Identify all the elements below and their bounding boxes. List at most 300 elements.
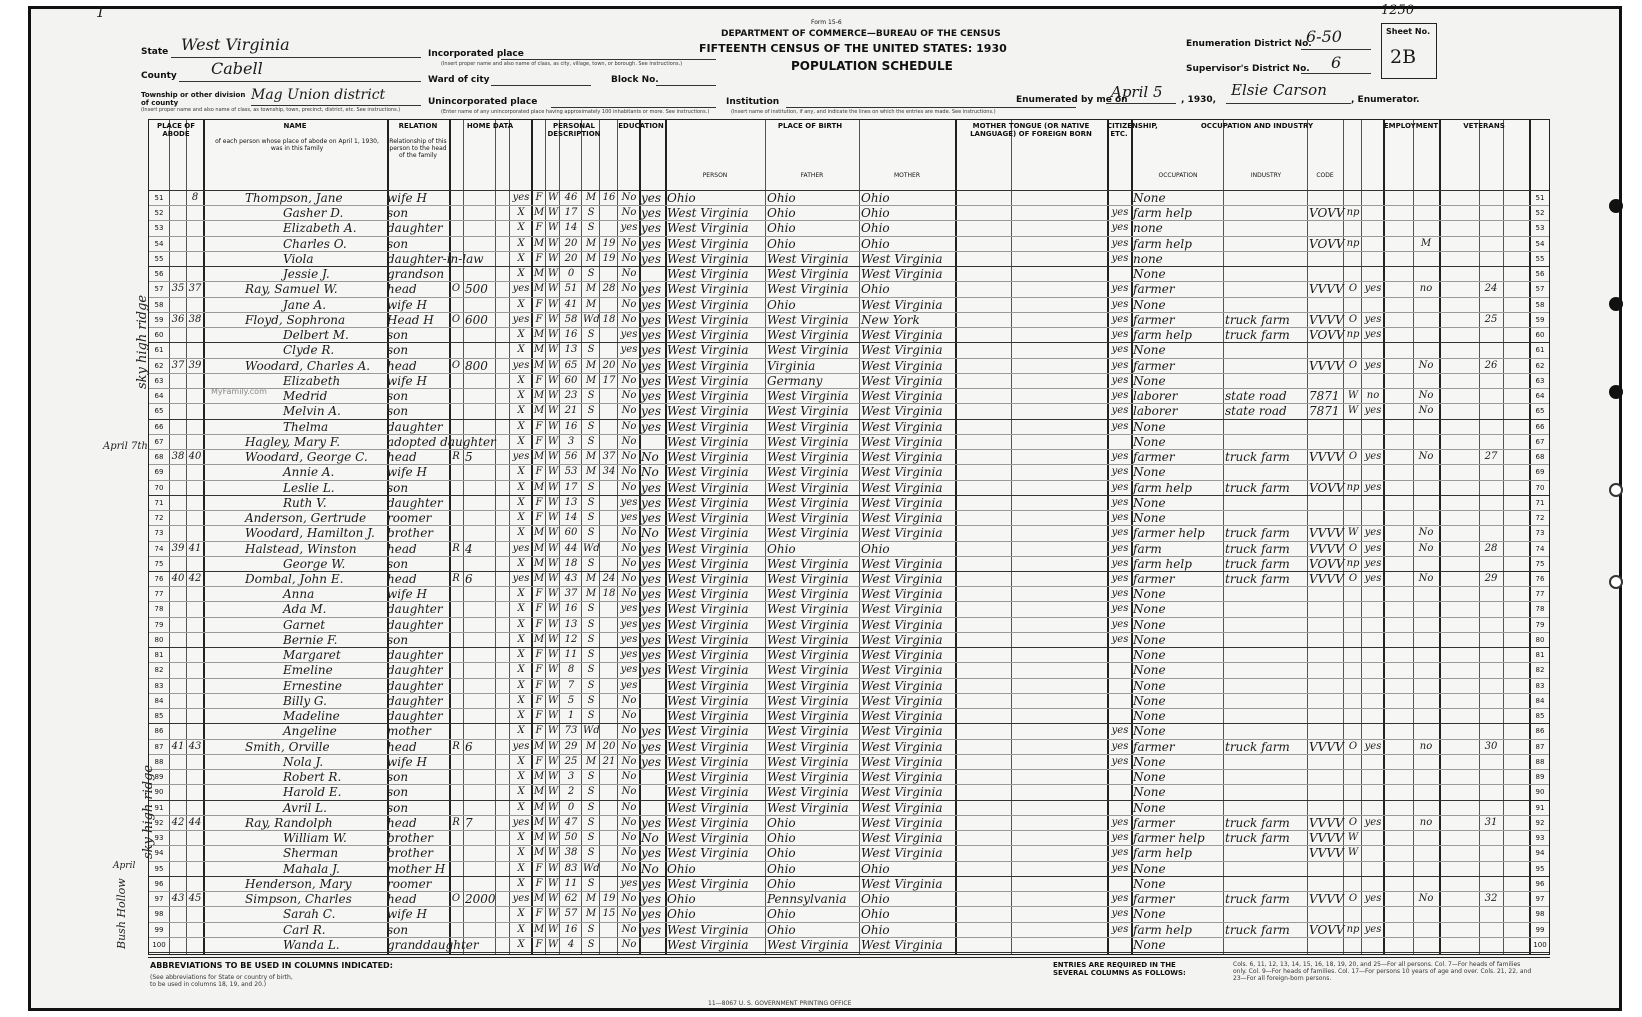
cell-read: yes [641, 419, 662, 434]
cell-read: yes [641, 312, 662, 327]
cell-fpob: West Virginia [767, 572, 849, 586]
cell-ms: M [585, 573, 597, 584]
cell-name: Hagley, Mary F. [245, 434, 341, 449]
cell-pob: West Virginia [667, 495, 749, 510]
cell-pob: West Virginia [667, 267, 749, 282]
cell-mpob: Ohio [861, 892, 890, 907]
cell-pob: West Virginia [667, 572, 749, 586]
line-number-right: 67 [1535, 437, 1545, 446]
cell-mpob: West Virginia [861, 678, 943, 693]
cell-fpob: Germany [767, 373, 823, 388]
cell-farm: X [517, 481, 525, 493]
cell-age: 16 [564, 329, 578, 341]
cell-ms: S [587, 832, 595, 844]
cell-sex: F [535, 755, 543, 767]
cell-mpob: Ohio [861, 206, 890, 221]
cell-pob: West Virginia [667, 587, 749, 602]
line-number-right: 70 [1535, 483, 1545, 492]
cell-mpob: West Virginia [861, 572, 943, 586]
cell-eng: yes [1111, 755, 1129, 767]
cell-farm: X [517, 786, 525, 798]
unincorporated-place-label: Unincorporated place [428, 97, 538, 107]
cell-fpob: Virginia [767, 358, 816, 373]
cell-ms: S [587, 923, 595, 935]
cell-dwell: 37 [171, 359, 185, 371]
cell-ind: truck farm [1225, 831, 1290, 846]
cell-race: W [547, 725, 559, 737]
cell-ms: M [585, 252, 597, 264]
cell-ms: S [587, 618, 595, 630]
cell-own: R [452, 542, 460, 554]
cell-fpob: West Virginia [767, 526, 849, 541]
cell-code: VVVV [1309, 450, 1344, 465]
cell-work: yes [1364, 527, 1382, 539]
cell-sex: F [535, 466, 543, 478]
cell-vet: no [1419, 283, 1433, 295]
cell-sex: M [533, 268, 545, 280]
cell-mpob: West Virginia [861, 343, 943, 358]
cell-race: W [547, 938, 559, 950]
cell-read: yes [641, 587, 662, 602]
line-number-right: 63 [1535, 376, 1545, 385]
entries-required-text: Cols. 6, 11, 12, 13, 14, 15, 16, 18, 19, 20, and 25—For all persons. Col. 7—For heads of families only. Col. 9—For heads of families. Col. 17—For persons 10 years of age and over. Cols. 21, 22, and 23—For all foreign-born persons. [1233, 961, 1532, 982]
cell-cls: np [1346, 481, 1360, 493]
cell-fpob: Ohio [767, 297, 796, 312]
cell-code: VOVV [1309, 206, 1345, 221]
cell-own: R [452, 573, 460, 584]
cell-rel: son [387, 632, 409, 647]
cell-work: yes [1364, 542, 1382, 554]
grid-column-line [859, 120, 860, 954]
cell-work: yes [1364, 740, 1382, 752]
cell-farm: X [517, 344, 525, 356]
line-number: 55 [154, 254, 164, 263]
cell-ms: S [587, 222, 595, 234]
cell-name: Wanda L. [283, 937, 340, 952]
grid-column-line [599, 120, 600, 954]
cell-mpob: West Virginia [861, 617, 943, 632]
form-number: Form 15-6 [811, 19, 842, 26]
cell-read: yes [641, 602, 662, 617]
cell-occ: farm help [1133, 846, 1192, 861]
cell-school: No [621, 420, 637, 432]
cell-fpob: West Virginia [767, 282, 849, 297]
cell-sex: M [533, 786, 545, 798]
cell-eng: yes [1111, 908, 1129, 920]
cell-dwell: 40 [171, 573, 185, 584]
cell-cls: W [1347, 847, 1359, 859]
cell-occ: None [1133, 632, 1166, 647]
cell-ind: truck farm [1225, 572, 1290, 586]
cell-code: VVVV [1309, 815, 1344, 830]
cell-pob: West Virginia [667, 876, 749, 891]
cell-fam: 40 [188, 451, 202, 463]
cell-race: W [547, 237, 559, 249]
cell-sex: M [533, 801, 545, 813]
cell-school: No [621, 862, 637, 874]
cell-race: W [547, 923, 559, 935]
cell-fpob: West Virginia [767, 419, 849, 434]
cell-farm: X [517, 847, 525, 859]
cell-pob: West Virginia [667, 389, 749, 404]
cell-mpob: West Virginia [861, 328, 943, 343]
cell-ms: Wd [583, 862, 600, 874]
cell-cls: O [1348, 573, 1358, 584]
cell-eng: yes [1111, 893, 1129, 905]
cell-age: 58 [564, 313, 578, 325]
cell-read: yes [641, 892, 662, 907]
cell-sex: M [533, 740, 545, 752]
cell-race: W [547, 298, 559, 310]
cell-age: 57 [564, 908, 578, 920]
cell-race: W [547, 801, 559, 813]
cell-vet: M [1420, 237, 1432, 249]
line-number: 68 [154, 453, 164, 462]
line-number: 86 [154, 727, 164, 736]
cell-rel: wife H [387, 465, 427, 480]
cell-age: 11 [564, 649, 578, 661]
line-number: 83 [154, 681, 164, 690]
cell-age: 4 [567, 938, 575, 950]
state-label: State [141, 47, 169, 57]
cell-age: 65 [564, 359, 578, 371]
cell-sex: F [535, 725, 543, 737]
cell-school: No [621, 786, 637, 798]
cell-school: No [621, 313, 637, 325]
cell-ms: S [587, 938, 595, 950]
abbreviations-note: (See abbreviations for State or country of birth, to be used in columns 18, 19, and 20.) [150, 974, 293, 988]
cell-fpob: Ohio [767, 206, 796, 221]
cell-agem: 19 [602, 252, 616, 264]
cell-name: Margaret [283, 648, 341, 663]
cell-pob: West Virginia [667, 465, 749, 480]
cell-cls: O [1348, 283, 1358, 295]
cell-sex: F [535, 298, 543, 310]
cell-race: W [547, 542, 559, 554]
line-number-right: 72 [1535, 514, 1545, 523]
cell-farm: X [517, 801, 525, 813]
cell-race: W [547, 862, 559, 874]
cell-farmsch: 31 [1484, 816, 1498, 828]
enumerator-name: Elsie Carson [1231, 81, 1327, 99]
cell-pob: West Virginia [667, 312, 749, 327]
cell-sex: M [533, 344, 545, 356]
cell-mpob: West Virginia [861, 648, 943, 663]
incorporated-place-note: (Insert proper name and also name of class, as city, village, town, or borough. See instructions.) [441, 61, 683, 67]
cell-fpob: West Virginia [767, 754, 849, 769]
cell-rel: grandson [387, 267, 445, 282]
cell-pob: Ohio [667, 861, 696, 876]
line-number-right: 57 [1535, 285, 1545, 294]
line-number: 58 [154, 300, 164, 309]
cell-age: 21 [564, 405, 578, 417]
cell-school: No [621, 237, 637, 249]
cell-mpob: West Virginia [861, 297, 943, 312]
line-number-right: 83 [1535, 681, 1545, 690]
cell-mpob: West Virginia [861, 800, 943, 815]
cell-farm: X [517, 420, 525, 432]
line-number-right: 59 [1535, 315, 1545, 324]
cell-race: W [547, 313, 559, 325]
cell-pob: West Virginia [667, 754, 749, 769]
cell-sex: M [533, 847, 545, 859]
cell-pob: West Virginia [667, 526, 749, 541]
cell-age: 60 [564, 374, 578, 386]
cell-pob: West Virginia [667, 282, 749, 297]
cell-rel: granddaughter [387, 937, 479, 952]
cell-occ: farm help [1133, 206, 1192, 221]
cell-school: No [621, 192, 637, 203]
cell-occ: farmer [1133, 572, 1175, 586]
cell-read: yes [641, 724, 662, 739]
cell-farm: X [517, 710, 525, 722]
cell-occ: farmer help [1133, 526, 1205, 541]
cell-name: Billy G. [283, 693, 327, 708]
cell-rel: wife H [387, 754, 427, 769]
cell-vet: No [1418, 451, 1434, 463]
cell-ms: Wd [583, 313, 600, 325]
column-group-header: PLACE OF ABODE [156, 122, 196, 138]
line-number-right: 91 [1535, 803, 1545, 812]
cell-school: No [621, 298, 637, 310]
grid-column-line [1529, 120, 1531, 954]
cell-name: Charles O. [283, 236, 347, 251]
cell-sex: F [535, 908, 543, 920]
cell-farmsch: 24 [1484, 283, 1498, 295]
cell-mpob: West Virginia [861, 511, 943, 526]
cell-age: 41 [564, 298, 578, 310]
cell-name: Woodard, Hamilton J. [245, 526, 375, 541]
cell-farm: X [517, 329, 525, 341]
census-title: FIFTEENTH CENSUS OF THE UNITED STATES: 1930 [699, 42, 1007, 55]
cell-name: Anna [283, 587, 315, 602]
cell-school: No [621, 374, 637, 386]
cell-ms: S [587, 268, 595, 280]
cell-mpob: West Virginia [861, 495, 943, 510]
cell-pob: West Virginia [667, 297, 749, 312]
cell-name: Floyd, Sophrona [245, 312, 346, 327]
margin-note-bush-hollow: Bush Hollow [115, 878, 128, 949]
cell-read: yes [641, 876, 662, 891]
cell-farm: X [517, 725, 525, 737]
cell-name: Gasher D. [283, 206, 344, 221]
cell-ms: S [587, 664, 595, 676]
cell-mpob: Ohio [861, 236, 890, 251]
grid-column-line [495, 120, 496, 954]
cell-race: W [547, 740, 559, 752]
instructions-footer [148, 957, 1550, 1009]
cell-age: 7 [567, 679, 575, 691]
cell-mpob: New York [861, 312, 920, 327]
cell-fpob: West Virginia [767, 328, 849, 343]
cell-name: Robert R. [283, 770, 342, 785]
column-group-header: VETERANS [1463, 122, 1505, 130]
cell-own: R [452, 740, 460, 752]
cell-race: W [547, 466, 559, 478]
incorporated-place-label: Incorporated place [428, 49, 524, 59]
cell-rel: wife H [387, 373, 427, 388]
cell-rel: son [387, 770, 409, 785]
cell-occ: None [1133, 511, 1166, 526]
cell-rel: son [387, 800, 409, 815]
cell-fpob: Ohio [767, 191, 796, 205]
cell-school: No [621, 252, 637, 264]
cell-cls: W [1347, 832, 1359, 844]
grid-column-line [509, 120, 510, 954]
cell-pob: West Virginia [667, 404, 749, 419]
cell-occ: farm help [1133, 556, 1192, 571]
cell-sex: F [535, 313, 543, 325]
cell-farm: X [517, 405, 525, 417]
cell-ms: M [585, 893, 597, 905]
cell-rel: daughter [387, 693, 443, 708]
ward-label: Ward of city [428, 75, 490, 85]
line-number-right: 96 [1535, 879, 1545, 888]
cell-fpob: West Virginia [767, 617, 849, 632]
cell-rel: son [387, 236, 409, 251]
cell-sex: F [535, 649, 543, 661]
cell-school: No [621, 542, 637, 554]
line-number-right: 87 [1535, 742, 1545, 751]
cell-race: W [547, 573, 559, 584]
cell-occ: None [1133, 709, 1166, 724]
cell-mpob: West Virginia [861, 876, 943, 891]
cell-school: yes [620, 329, 638, 341]
line-number-right: 86 [1535, 727, 1545, 736]
cell-ms: S [587, 527, 595, 539]
cell-pob: West Virginia [667, 937, 749, 952]
column-subheader-pob-mother: MOTHER [893, 172, 921, 179]
cell-sex: M [533, 405, 545, 417]
cell-age: 14 [564, 512, 578, 524]
cell-sex: F [535, 588, 543, 600]
cell-rel: son [387, 389, 409, 404]
cell-code: VVVV [1309, 541, 1344, 556]
cell-eng: yes [1111, 725, 1129, 737]
cell-val: 500 [465, 282, 488, 297]
cell-pob: Ohio [667, 907, 696, 922]
cell-age: 2 [567, 786, 575, 798]
cell-farmsch: 27 [1484, 451, 1498, 463]
cell-read: yes [641, 251, 662, 266]
cell-mpob: West Virginia [861, 358, 943, 373]
census-table [148, 119, 1550, 955]
cell-code: VVVV [1309, 312, 1344, 327]
cell-sex: F [535, 222, 543, 234]
cell-race: W [547, 527, 559, 539]
line-number: 74 [154, 544, 164, 553]
cell-eng: yes [1111, 374, 1129, 386]
cell-farm: X [517, 649, 525, 661]
cell-code: VOVV [1309, 328, 1345, 343]
row-divider [149, 952, 1549, 953]
cell-ms: S [587, 877, 595, 889]
cell-pob: West Virginia [667, 251, 749, 266]
grid-column-line [1413, 120, 1414, 954]
cell-fpob: West Virginia [767, 587, 849, 602]
cell-age: 11 [564, 877, 578, 889]
cell-ind: truck farm [1225, 922, 1290, 937]
cell-read: yes [641, 343, 662, 358]
cell-school: No [621, 740, 637, 752]
cell-name: Emeline [283, 663, 333, 678]
cell-mpob: West Virginia [861, 251, 943, 266]
column-subheader-pob-father: FATHER [800, 172, 824, 179]
enumeration-district-label: Enumeration District No. [1186, 39, 1312, 49]
cell-own: O [451, 359, 461, 371]
cell-pob: West Virginia [667, 617, 749, 632]
cell-eng: yes [1111, 207, 1129, 219]
line-number-right: 81 [1535, 651, 1545, 660]
cell-rel: brother [387, 526, 434, 541]
cell-rel: wife H [387, 297, 427, 312]
cell-ind: truck farm [1225, 892, 1290, 907]
sheet-serial: 1250 [1381, 3, 1415, 18]
line-number: 91 [154, 803, 164, 812]
cell-farm: yes [512, 816, 530, 828]
cell-mpob: West Virginia [861, 937, 943, 952]
cell-pob: West Virginia [667, 450, 749, 465]
cell-pob: West Virginia [667, 831, 749, 846]
cell-sex: M [533, 557, 545, 569]
cell-eng: yes [1111, 633, 1129, 645]
cell-eng: yes [1111, 390, 1129, 402]
cell-fpob: West Virginia [767, 937, 849, 952]
cell-farmsch: 28 [1484, 542, 1498, 554]
cell-age: 16 [564, 923, 578, 935]
cell-occ: farmer help [1133, 831, 1205, 846]
cell-mpob: West Virginia [861, 785, 943, 800]
cell-sex: F [535, 938, 543, 950]
line-number-right: 79 [1535, 620, 1545, 629]
cell-pob: West Virginia [667, 785, 749, 800]
cell-pob: West Virginia [667, 556, 749, 571]
cell-school: No [621, 283, 637, 295]
cell-school: No [621, 710, 637, 722]
cell-mpob: West Virginia [861, 267, 943, 282]
cell-ms: M [585, 192, 597, 203]
cell-fpob: West Virginia [767, 770, 849, 785]
cell-ms: S [587, 512, 595, 524]
cell-mpob: Ohio [861, 282, 890, 297]
cell-agem: 20 [602, 359, 616, 371]
cell-fam: 38 [188, 313, 202, 325]
state-value: West Virginia [181, 35, 290, 54]
cell-read: yes [641, 221, 662, 236]
line-number: 97 [154, 895, 164, 904]
cell-race: W [547, 496, 559, 508]
cell-sex: M [533, 283, 545, 295]
cell-occ: None [1133, 724, 1166, 739]
cell-race: W [547, 908, 559, 920]
cell-rel: head [387, 282, 417, 297]
cell-school: No [621, 816, 637, 828]
cell-code: VOVV [1309, 236, 1345, 251]
line-number: 87 [154, 742, 164, 751]
cell-pob: West Virginia [667, 815, 749, 830]
cell-race: W [547, 755, 559, 767]
cell-farm: yes [512, 893, 530, 905]
cell-rel: roomer [387, 511, 432, 526]
department-title: DEPARTMENT OF COMMERCE—BUREAU OF THE CENSUS [721, 29, 1001, 39]
supervisor-district-value: 6 [1331, 53, 1342, 72]
cell-occ: laborer [1133, 404, 1178, 419]
line-number: 85 [154, 712, 164, 721]
cell-sex: F [535, 679, 543, 691]
punch-hole [1609, 199, 1623, 213]
cell-school: yes [620, 633, 638, 645]
cell-eng: yes [1111, 313, 1129, 325]
